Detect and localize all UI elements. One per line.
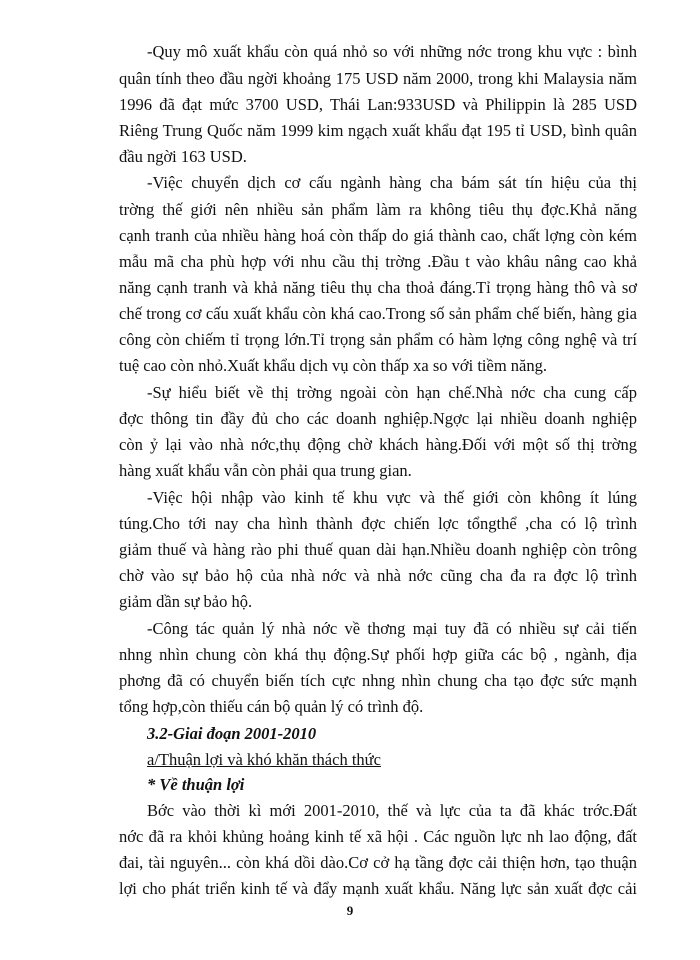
text-line: đai, tài nguyên... còn khá dồi dào.Cơ cở hạ tầng đợc cải thiện hơn, tạo thuận [119, 853, 637, 872]
text-line: tổng hợp,còn thiếu cán bộ quản lý có trình độ. [119, 697, 424, 716]
text-line: -Việc chuyển dịch cơ cấu ngành hàng cha bám sát tín hiệu của thị [147, 173, 637, 192]
text-line: cạnh tranh của nhiều hàng hoá còn thấp do giá thành cao, chất lợng còn kém [119, 226, 637, 245]
text-line: đầu ngời 163 USD. [119, 147, 247, 166]
text-line: còn ỷ lại vào nhà nớc,thụ động chờ khách hàng.Đối với một số thị trờng [119, 435, 637, 454]
text-line: lợi cho phát triển kinh tế và đẩy mạnh xuất khẩu. Năng lực sản xuất đợc cải [119, 879, 637, 898]
text-line: giảm thuế và hàng rào phi thuế quan dài hạn.Nhiều doanh nghiệp còn trông [119, 540, 637, 559]
text-line: công còn chiếm tỉ trọng lớn.Tỉ trọng sản phẩm có hàm lợng công nghệ và trí [119, 330, 637, 349]
text-line: mẫu mã cha phù hợp với nhu cầu thị trờng .Đầu t vào khâu nâng cao khả [119, 252, 637, 271]
text-line: -Sự hiểu biết về thị trờng ngoài còn hạn chế.Nhà nớc cha cung cấp [147, 383, 637, 402]
section-heading: 3.2-Giai đoạn 2001-2010 [147, 724, 317, 743]
text-line: tuệ cao còn nhỏ.Xuất khẩu dịch vụ còn thấp xa so với tiềm năng. [119, 356, 547, 375]
text-line: nớc đã ra khỏi khủng hoảng kinh tế xã hội . Các nguồn lực nh lao động, đất [119, 827, 637, 846]
text-line: -Quy mô xuất khẩu còn quá nhỏ so với những nớc trong khu vực : bình [147, 42, 637, 61]
text-line: nhng nhìn chung còn khá thụ động.Sự phối hợp giữa các bộ , ngành, địa [119, 645, 637, 664]
text-line: chế trong cơ cấu xuất khẩu còn khá cao.Trong số sản phẩm chế biến, hàng gia [119, 304, 637, 323]
text-line: quân tính theo đầu ngời khoảng 175 USD năm 2000, trong khi Malaysia năm [119, 69, 637, 88]
subsection-heading-text: a/Thuận lợi và khó khăn thách thức [147, 750, 381, 769]
subsection-subheading: * Về thuận lợi [147, 775, 245, 794]
text-line: trờng thế giới nên nhiều sản phẩm làm ra không tiêu thụ đợc.Khả năng [119, 200, 637, 219]
text-line: đợc thông tin đầy đủ cho các doanh nghiệp.Ngợc lại nhiều doanh nghiệp [119, 409, 637, 428]
page-number: 9 [346, 903, 354, 918]
text-line: phơng đã có chuyển biến tích cực nhng nhìn chung cha tạo đợc sức mạnh [119, 671, 637, 690]
text-line: chờ vào sự bảo hộ của nhà nớc và nhà nớc cũng cha đa ra đợc lộ trình [119, 566, 637, 585]
text-line: -Công tác quản lý nhà nớc về thơng mại tuy đã có nhiều sự cải tiến [147, 619, 637, 638]
subsection-heading [147, 748, 637, 772]
text-line: Riêng Trung Quốc năm 1999 kim ngạch xuất khẩu đạt 195 tỉ USD, bình quân [119, 121, 637, 140]
text-line: năng cạnh tranh và khả năng tiêu thụ cha thoả đáng.Tỉ trọng hàng thô và sơ [119, 278, 637, 297]
text-line: giảm dần sự bảo hộ. [119, 592, 253, 611]
text-line: -Việc hội nhập vào kinh tế khu vực và thế giới còn không ít lúng [147, 488, 637, 507]
text-line: túng.Cho tới nay cha hình thành đợc chiến lợc tổngthể ,cha có lộ trình [119, 514, 637, 533]
text-line: Bớc vào thời kì mới 2001-2010, thế và lực của ta đã khác trớc.Đất [147, 801, 637, 820]
text-line: 1996 đã đạt mức 3700 USD, Thái Lan:933USD và Philippin là 285 USD [119, 95, 637, 114]
text-line: hàng xuất khẩu vẫn còn phải qua trung gian. [119, 461, 412, 480]
